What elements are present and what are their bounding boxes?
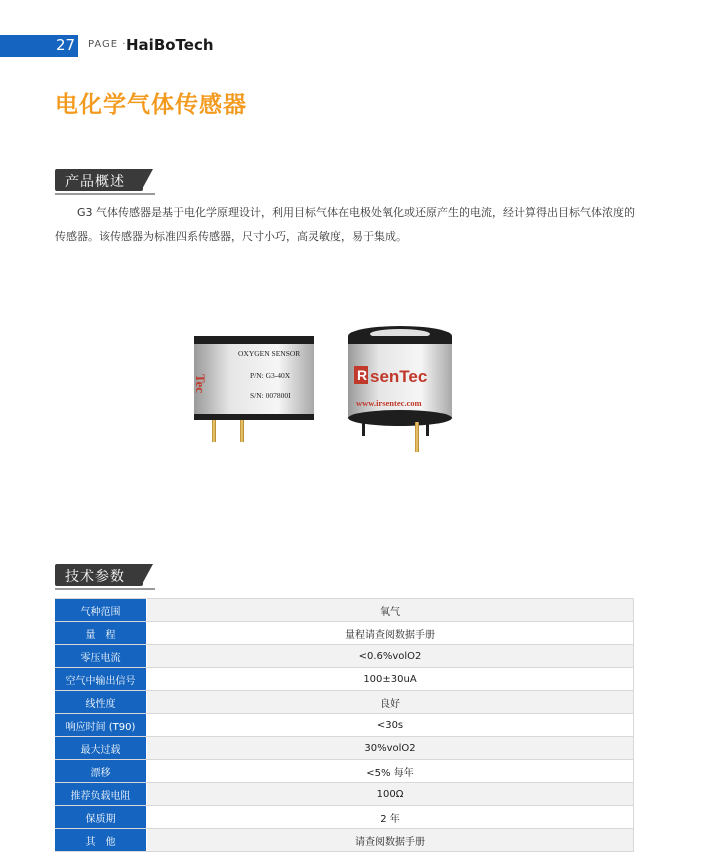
table-row: [55, 714, 634, 737]
spec-key: 响应时间 (T90): [55, 714, 147, 737]
table-row: [55, 760, 634, 783]
spec-key: 零压电流: [55, 645, 147, 668]
spec-value: 氧气: [147, 599, 634, 622]
spec-value: 2 年: [147, 806, 634, 829]
page-number: 27: [56, 36, 76, 54]
left-sensor: [193, 336, 314, 442]
spec-key: 漂移: [55, 760, 147, 783]
specs-heading: 技术参数: [65, 569, 125, 585]
spec-value: <0.6%volO2: [147, 645, 634, 668]
left-sensor-line3: S/N: 007800I: [250, 391, 291, 400]
spec-value: 良好: [147, 691, 634, 714]
spec-value: <30s: [147, 714, 634, 737]
spec-key: 空气中输出信号: [55, 668, 147, 691]
left-sensor-line1: OXYGEN SENSOR: [238, 349, 301, 358]
right-sensor-url: www.irsentec.com: [356, 398, 422, 408]
overview-paragraph: G3 气体传感器是基于电化学原理设计，利用目标气体在电极处氧化或还原产生的电流，经计算得出目标气体浓度的传感器。该传感器为标准四系传感器，尺寸小巧，高灵敏度，易于集成。: [55, 206, 636, 243]
spec-key: 推荐负载电阻: [55, 783, 147, 806]
spec-value: <5% 每年: [147, 760, 634, 783]
table-row: [55, 622, 634, 645]
product-photo: [190, 322, 470, 462]
spec-key: 保质期: [55, 806, 147, 829]
right-sensor: [348, 326, 452, 452]
spec-key: 其 他: [55, 829, 147, 852]
spec-table: [55, 598, 634, 852]
right-sensor-logo: senTec: [370, 367, 428, 386]
spec-value: 量程请查阅数据手册: [147, 622, 634, 645]
left-sensor-side-logo: Tec: [193, 374, 208, 394]
overview-heading: 产品概述: [65, 174, 125, 190]
table-row: [55, 806, 634, 829]
table-row: [55, 691, 634, 714]
table-row: [55, 829, 634, 852]
spec-value: 请查阅数据手册: [147, 829, 634, 852]
spec-value: 30%volO2: [147, 737, 634, 760]
spec-value: 100Ω: [147, 783, 634, 806]
brand-name: HaiBoTech: [126, 36, 214, 54]
table-row: [55, 599, 634, 622]
left-sensor-line2: P/N: G3-40X: [250, 371, 291, 380]
spec-key: 最大过载: [55, 737, 147, 760]
table-row: [55, 783, 634, 806]
page-number-bar: [0, 35, 78, 57]
table-row: [55, 737, 634, 760]
table-row: [55, 668, 634, 691]
page-title: 电化学气体传感器: [55, 92, 247, 118]
page-header: [0, 35, 713, 57]
spec-key: 量 程: [55, 622, 147, 645]
table-row: [55, 645, 634, 668]
page-label: PAGE ·: [88, 39, 127, 50]
spec-key: 线性度: [55, 691, 147, 714]
spec-key: 气种范围: [55, 599, 147, 622]
spec-value: 100±30uA: [147, 668, 634, 691]
right-sensor-logo-mark: R: [357, 367, 368, 383]
